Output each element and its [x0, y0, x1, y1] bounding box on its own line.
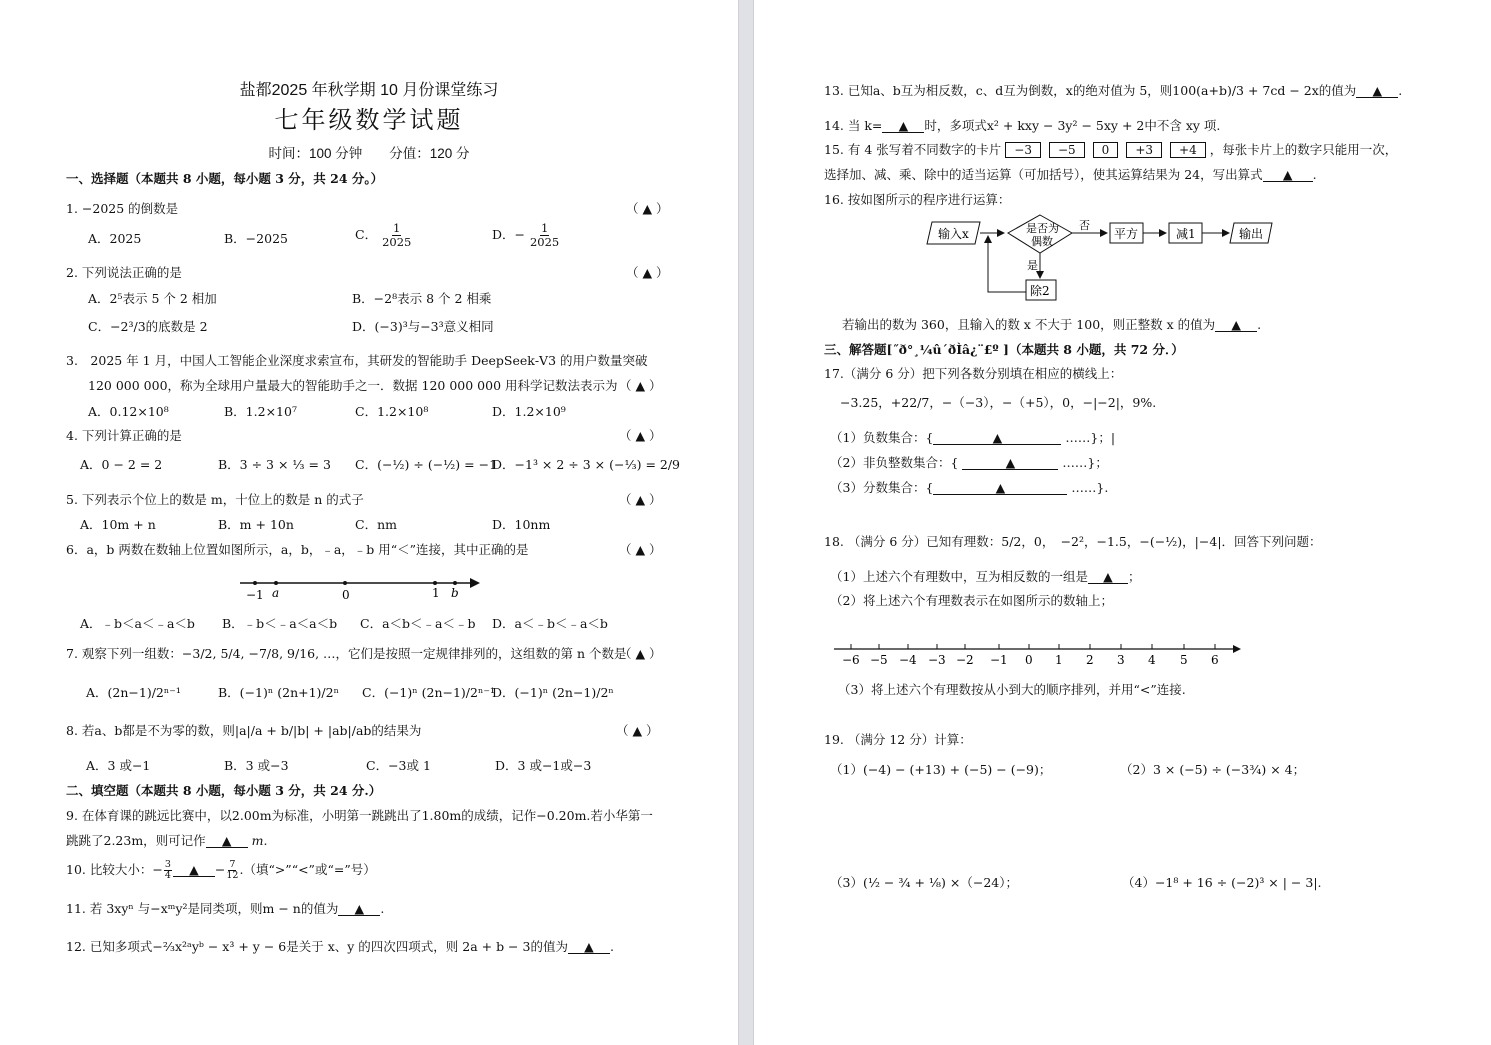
answer-bracket-q1: （ ▲ ）: [626, 201, 669, 216]
svg-text:否: 否: [1079, 219, 1090, 232]
question-16-stem: 16. 按如图所示的程序进行运算：: [824, 192, 1011, 207]
q5-option-a: A．10m + n: [80, 517, 156, 532]
answer-bracket-q8: （ ▲ ）: [616, 723, 659, 738]
q4-option-b: B．3 ÷ 3 × ⅓ = 3: [218, 457, 331, 472]
answer-bracket-q5: （ ▲ ）: [619, 492, 662, 507]
svg-text:2: 2: [1086, 653, 1094, 667]
number-card: +4: [1170, 142, 1206, 158]
q3-option-a: A．0.12×10⁸: [88, 404, 169, 419]
section-2-heading: 二、填空题（本题共 8 小题，每小题 3 分，共 24 分.）: [66, 783, 382, 798]
q1-option-b: B．−2025: [224, 231, 288, 246]
q17-nonneg-int-blank[interactable]: ▲: [962, 456, 1058, 470]
question-9-line1: 9. 在体育课的跳远比赛中，以2.00m为标准，小明第一跳跳出了1.80m的成绩，记作−0.20m.若小华第一: [66, 808, 653, 823]
question-5-stem: 5. 下列表示个位上的数是 m，十位上的数是 n 的式子: [66, 492, 364, 507]
q19-part-3: （3）(½ − ¾ + ⅛) ×（−24）；: [830, 875, 1018, 890]
question-19-stem: 19. （满分 12 分）计算：: [824, 732, 972, 747]
exam-header-title: 盐都2025 年秋学期 10 月份课堂练习: [239, 82, 499, 99]
question-9-line2: 跳跳了2.23m，则可记作 ▲ m.: [66, 833, 268, 848]
question-7-stem: 7. 观察下列一组数：−3/2, 5/4, −7/8, 9/16, …，它们是按照一定规律排列的，这组数的第 n 个数是: [66, 646, 627, 661]
svg-text:是否为: 是否为: [1026, 222, 1059, 235]
q16-flowchart: [924, 212, 1284, 304]
q17-set-negative: （1）负数集合：{ ▲ ……}；|: [830, 430, 1116, 445]
q17-set-fraction: （3）分数集合：{ ▲ ……}.: [830, 480, 1109, 495]
section-3-heading: 三、解答题[˝ð°¸¼û´ðÌâ¿¨£º ]（本题共 8 小题，共 72 分．）: [824, 342, 1184, 357]
q14-answer-blank[interactable]: ▲: [882, 119, 924, 133]
svg-text:输入x: 输入x: [938, 227, 969, 241]
svg-text:4: 4: [1148, 653, 1156, 667]
q7-option-b: B．(−1)ⁿ (2n+1)/2ⁿ: [218, 685, 340, 700]
svg-text:平方: 平方: [1114, 227, 1139, 241]
question-14: 14. 当 k= ▲ 时，多项式x² + kxy − 3y² − 5xy + 2中不含 xy 项.: [824, 118, 1221, 133]
svg-text:−5: −5: [870, 653, 888, 667]
q7-option-d: D．(−1)ⁿ (2n−1)/2ⁿ: [492, 685, 614, 700]
question-17-stem: 17.（满分 6 分）把下列各数分别填在相应的横线上：: [824, 366, 1123, 381]
q8-option-d: D．3 或−1或−3: [495, 758, 592, 773]
q15-answer-blank[interactable]: ▲: [1263, 168, 1313, 182]
answer-bracket-q7: （ ▲ ）: [619, 646, 662, 661]
question-2-stem: 2. 下列说法正确的是: [66, 265, 182, 280]
svg-text:−2: −2: [956, 653, 974, 667]
answer-bracket-q6: （ ▲ ）: [619, 542, 662, 557]
svg-text:是: 是: [1027, 259, 1038, 272]
q2-option-a: A．2⁵表示 5 个 2 相加: [88, 291, 217, 306]
question-18-stem: 18. （满分 6 分）已知有理数：5/2，0， −2²，−1.5，−(−½)，|−4|．回答下列问题：: [824, 534, 1322, 549]
svg-text:−1: −1: [990, 653, 1008, 667]
svg-text:偶数: 偶数: [1031, 235, 1053, 248]
q1-option-c: C． $\frac{1}{2025}$: [355, 221, 412, 249]
svg-text:0: 0: [342, 588, 350, 602]
svg-text:1: 1: [432, 586, 440, 600]
question-16-tail: 若输出的数为 360，且输入的数 x 不大于 100，则正整数 x 的值为 ▲ .: [842, 317, 1262, 332]
q6-option-a: A．﹣b＜a＜﹣a＜b: [80, 616, 195, 631]
question-6-stem: 6．a，b 两数在数轴上位置如图所示，a，b，﹣a，﹣b 用“＜”连接，其中正确的是: [66, 542, 529, 557]
q13-answer-blank[interactable]: ▲: [1356, 84, 1398, 98]
q17-fraction-blank[interactable]: ▲: [933, 481, 1067, 495]
number-card: 0: [1093, 142, 1119, 158]
page-divider: [738, 0, 754, 1045]
question-1-stem: 1. −2025 的倒数是: [66, 201, 179, 216]
exam-page-left: [0, 0, 738, 1045]
q2-option-b: B．−2⁸表示 8 个 2 相乘: [352, 291, 492, 306]
svg-text:1: 1: [1055, 653, 1063, 667]
q1-option-a: A．2025: [88, 231, 142, 246]
q5-option-b: B．m + 10n: [218, 517, 294, 532]
number-card: +3: [1126, 142, 1162, 158]
question-15-line1: 15. 有 4 张写着不同数字的卡片 −3 −5 0 +3 +4 ，每张卡片上的数字只能用一次，: [824, 142, 1398, 157]
svg-text:减1: 减1: [1176, 227, 1196, 241]
q6-number-line: [238, 574, 484, 604]
q3-option-c: C．1.2×10⁸: [355, 404, 429, 419]
q3-option-d: D．1.2×10⁹: [492, 404, 566, 419]
q17-negative-blank[interactable]: ▲: [933, 431, 1061, 445]
svg-text:a: a: [272, 586, 280, 600]
q19-part-4: （4）−1⁸ + 16 ÷ (−2)³ × | − 3|.: [1122, 875, 1322, 890]
q12-answer-blank[interactable]: ▲: [568, 940, 610, 954]
section-1-heading: 一、选择题（本题共 8 小题，每小题 3 分，共 24 分。）: [66, 171, 384, 186]
q6-option-b: B．﹣b＜﹣a＜a＜b: [222, 616, 338, 631]
q6-option-d: D．a＜﹣b＜﹣a＜b: [492, 616, 608, 631]
svg-text:0: 0: [1025, 653, 1033, 667]
q3-option-b: B．1.2×10⁷: [224, 404, 297, 419]
svg-text:b: b: [451, 586, 459, 600]
q2-option-d: D．(−3)³与−3³意义相同: [352, 319, 494, 334]
q19-part-1: （1）(−4) − (+13) + (−5) − (−9)；: [830, 762, 1052, 777]
q18-part-2: （2）将上述六个有理数表示在如图所示的数轴上；: [830, 593, 1113, 608]
q10-answer-blank[interactable]: ▲: [173, 863, 215, 877]
answer-bracket-q2: （ ▲ ）: [626, 265, 669, 280]
answer-bracket-q4: （ ▲ ）: [619, 428, 662, 443]
q5-option-c: C．nm: [355, 517, 397, 532]
q7-option-c: C．(−1)ⁿ (2n−1)/2ⁿ⁻¹: [362, 685, 495, 700]
svg-text:除2: 除2: [1030, 284, 1050, 298]
q6-option-c: C．a＜b＜﹣a＜﹣b: [360, 616, 476, 631]
question-4-stem: 4. 下列计算正确的是: [66, 428, 182, 443]
q4-option-d: D．−1³ × 2 ÷ 3 × (−⅓) = 2/9: [492, 457, 681, 472]
question-3-stem-line2: 120 000 000，称为全球用户量最大的智能助手之一．数据 120 000 000 用科学记数法表示为: [88, 378, 618, 393]
svg-text:输出: 输出: [1239, 227, 1264, 241]
q5-option-d: D．10nm: [492, 517, 551, 532]
q8-option-a: A．3 或−1: [86, 758, 151, 773]
q8-option-b: B．3 或−3: [224, 758, 289, 773]
q18-part-1: （1）上述六个有理数中，互为相反数的一组是 ▲ ；: [830, 569, 1141, 584]
svg-text:6: 6: [1211, 653, 1219, 667]
q19-part-2: （2）3 × (−5) ÷ (−3¾) × 4；: [1120, 762, 1306, 777]
question-12: 12. 已知多项式−⅔x²ᵃyᵇ − x³ + y − 6是关于 x、y 的四次四项式，则 2a + b − 3的值为 ▲ .: [66, 939, 614, 954]
q9-answer-blank[interactable]: ▲: [206, 834, 248, 848]
q16-answer-blank[interactable]: ▲: [1215, 318, 1257, 332]
q18-number-line: [832, 640, 1244, 670]
exam-page-right: [754, 0, 1491, 1045]
q11-answer-blank[interactable]: ▲: [338, 902, 380, 916]
question-15-line2: 选择加、减、乘、除中的适当运算（可加括号），使其运算结果为 24，写出算式 ▲ .: [824, 167, 1317, 182]
question-17-numbers: −3.25，+22/7，−（−3），−（+5），0，−|−2|，9%.: [840, 395, 1157, 410]
svg-text:5: 5: [1180, 653, 1188, 667]
q8-option-c: C．−3或 1: [366, 758, 431, 773]
q1-option-d: D．− $\frac{1}{2025}$: [492, 221, 560, 249]
q2-option-c: C．−2³/3的底数是 2: [88, 319, 208, 334]
exam-meta: 时间：100 分钟 分值：120 分: [268, 146, 470, 161]
number-card: −3: [1005, 142, 1041, 158]
q4-option-c: C．(−½) ÷ (−½) = −1: [355, 457, 498, 472]
q18-answer-blank[interactable]: ▲: [1088, 570, 1128, 584]
question-10: 10. 比较大小：− $\frac{3}{4}$ ▲ − $\frac{7}{12}$ .（填“>”“<”或“=”号）: [66, 859, 376, 881]
svg-text:3: 3: [1117, 653, 1125, 667]
q4-option-a: A．0 − 2 = 2: [80, 457, 163, 472]
question-3-stem-line1: 3. 2025 年 1 月，中国人工智能企业深度求索宣布，其研发的智能助手 DeepSeek‑V3 的用户数量突破: [66, 353, 648, 368]
svg-text:−4: −4: [899, 653, 917, 667]
q7-option-a: A．(2n−1)/2ⁿ⁻¹: [86, 685, 181, 700]
q17-set-nonneg-int: （2）非负整数集合：{ ▲ ……}；: [830, 455, 1108, 470]
number-card: −5: [1049, 142, 1085, 158]
svg-text:−6: −6: [842, 653, 860, 667]
exam-subject-title: 七年级数学试题: [274, 106, 464, 134]
svg-text:−3: −3: [928, 653, 946, 667]
question-13: 13. 已知a、b互为相反数，c、d互为倒数，x的绝对值为 5，则100(a+b)/3 + 7cd − 2x的值为 ▲ .: [824, 83, 1403, 98]
question-11: 11. 若 3xyⁿ 与−xᵐy²是同类项，则m − n的值为 ▲ .: [66, 901, 385, 916]
q18-part-3: （3）将上述六个有理数按从小到大的顺序排列，并用“<”连接.: [838, 682, 1186, 697]
answer-bracket-q3: （ ▲ ）: [619, 378, 662, 393]
question-8-stem: 8. 若a、b都是不为零的数，则|a|/a + b/|b| + |ab|/ab的结果为: [66, 723, 422, 738]
svg-text:−1: −1: [246, 588, 264, 602]
